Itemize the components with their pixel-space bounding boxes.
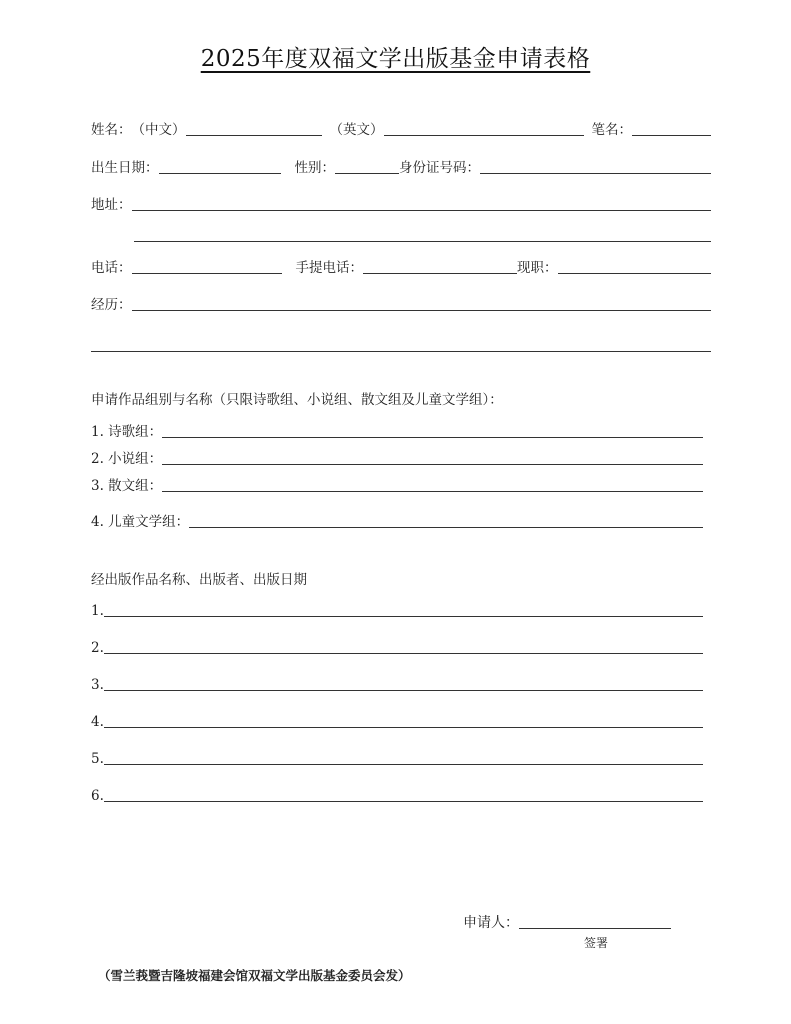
form-title: 2025年度双福文学出版基金申请表格 xyxy=(200,46,591,72)
poetry-field[interactable] xyxy=(162,423,703,438)
mobile-label: 手提电话： xyxy=(295,260,363,276)
group-label-prose: 3. 散文组： xyxy=(91,478,163,494)
published-field-5[interactable] xyxy=(104,750,703,765)
chinese-name-label: （中文） xyxy=(131,122,186,138)
signature-row xyxy=(463,912,671,932)
signature-field[interactable] xyxy=(519,914,671,929)
published-row xyxy=(91,637,703,657)
published-field-3[interactable] xyxy=(104,676,703,691)
published-field-1[interactable] xyxy=(104,602,703,617)
pen-name-label: 笔名： xyxy=(591,122,632,138)
published-number: 4. xyxy=(91,714,104,730)
application-heading: 申请作品组别与名称（只限诗歌组、小说组、散文组及儿童文学组）： xyxy=(91,392,503,408)
job-field[interactable] xyxy=(558,259,712,274)
gender-field[interactable] xyxy=(335,159,399,174)
published-field-4[interactable] xyxy=(104,713,703,728)
birth-date-label: 出生日期： xyxy=(91,160,159,176)
children-literature-field[interactable] xyxy=(189,513,703,528)
group-label-novel: 2. 小说组： xyxy=(91,451,163,467)
experience-row-2 xyxy=(91,335,711,355)
job-label: 现职： xyxy=(517,260,558,276)
sign-label: 签署 xyxy=(584,936,609,950)
prose-field[interactable] xyxy=(162,477,703,492)
experience-field-1[interactable] xyxy=(132,296,712,311)
id-number-label: 身份证号码： xyxy=(399,160,480,176)
footer-note: （雪兰莪暨吉隆坡福建会馆双福文学出版基金委员会发） xyxy=(98,968,411,983)
address-row-2 xyxy=(134,225,711,245)
published-row xyxy=(91,711,703,731)
english-name-field[interactable] xyxy=(384,121,584,136)
birth-date-field[interactable] xyxy=(159,159,281,174)
published-number: 3. xyxy=(91,677,104,693)
novel-field[interactable] xyxy=(162,450,703,465)
phone-row xyxy=(91,257,711,277)
published-number: 2. xyxy=(91,640,104,656)
published-field-2[interactable] xyxy=(104,639,703,654)
group-row xyxy=(91,475,703,495)
group-row xyxy=(91,421,703,441)
name-label: 姓名： xyxy=(91,122,132,138)
published-heading: 经出版作品名称、出版者、出版日期 xyxy=(91,572,307,588)
published-row xyxy=(91,674,703,694)
experience-field-2[interactable] xyxy=(91,337,711,352)
chinese-name-field[interactable] xyxy=(186,121,322,136)
name-row xyxy=(91,119,711,139)
gender-label: 性别： xyxy=(294,160,335,176)
pen-name-field[interactable] xyxy=(632,121,711,136)
published-number: 6. xyxy=(91,788,104,804)
published-row xyxy=(91,748,703,768)
address-label: 地址： xyxy=(91,197,132,213)
published-number: 1. xyxy=(91,603,104,619)
published-row xyxy=(91,785,703,805)
mobile-field[interactable] xyxy=(363,259,517,274)
experience-label: 经历： xyxy=(91,297,132,313)
published-field-6[interactable] xyxy=(104,787,703,802)
applicant-label: 申请人： xyxy=(463,915,519,931)
english-name-label: （英文） xyxy=(329,122,384,138)
address-row xyxy=(91,194,711,214)
id-number-field[interactable] xyxy=(480,159,711,174)
group-row xyxy=(91,511,703,531)
published-number: 5. xyxy=(91,751,104,767)
phone-label: 电话： xyxy=(91,260,132,276)
experience-row xyxy=(91,294,711,314)
address-field-1[interactable] xyxy=(132,196,712,211)
published-row xyxy=(91,600,703,620)
group-row xyxy=(91,448,703,468)
phone-field[interactable] xyxy=(132,259,282,274)
address-field-2[interactable] xyxy=(134,227,711,242)
group-label-poetry: 1. 诗歌组： xyxy=(91,424,163,440)
group-label-children: 4. 儿童文学组： xyxy=(91,514,190,530)
birth-row xyxy=(91,157,711,177)
